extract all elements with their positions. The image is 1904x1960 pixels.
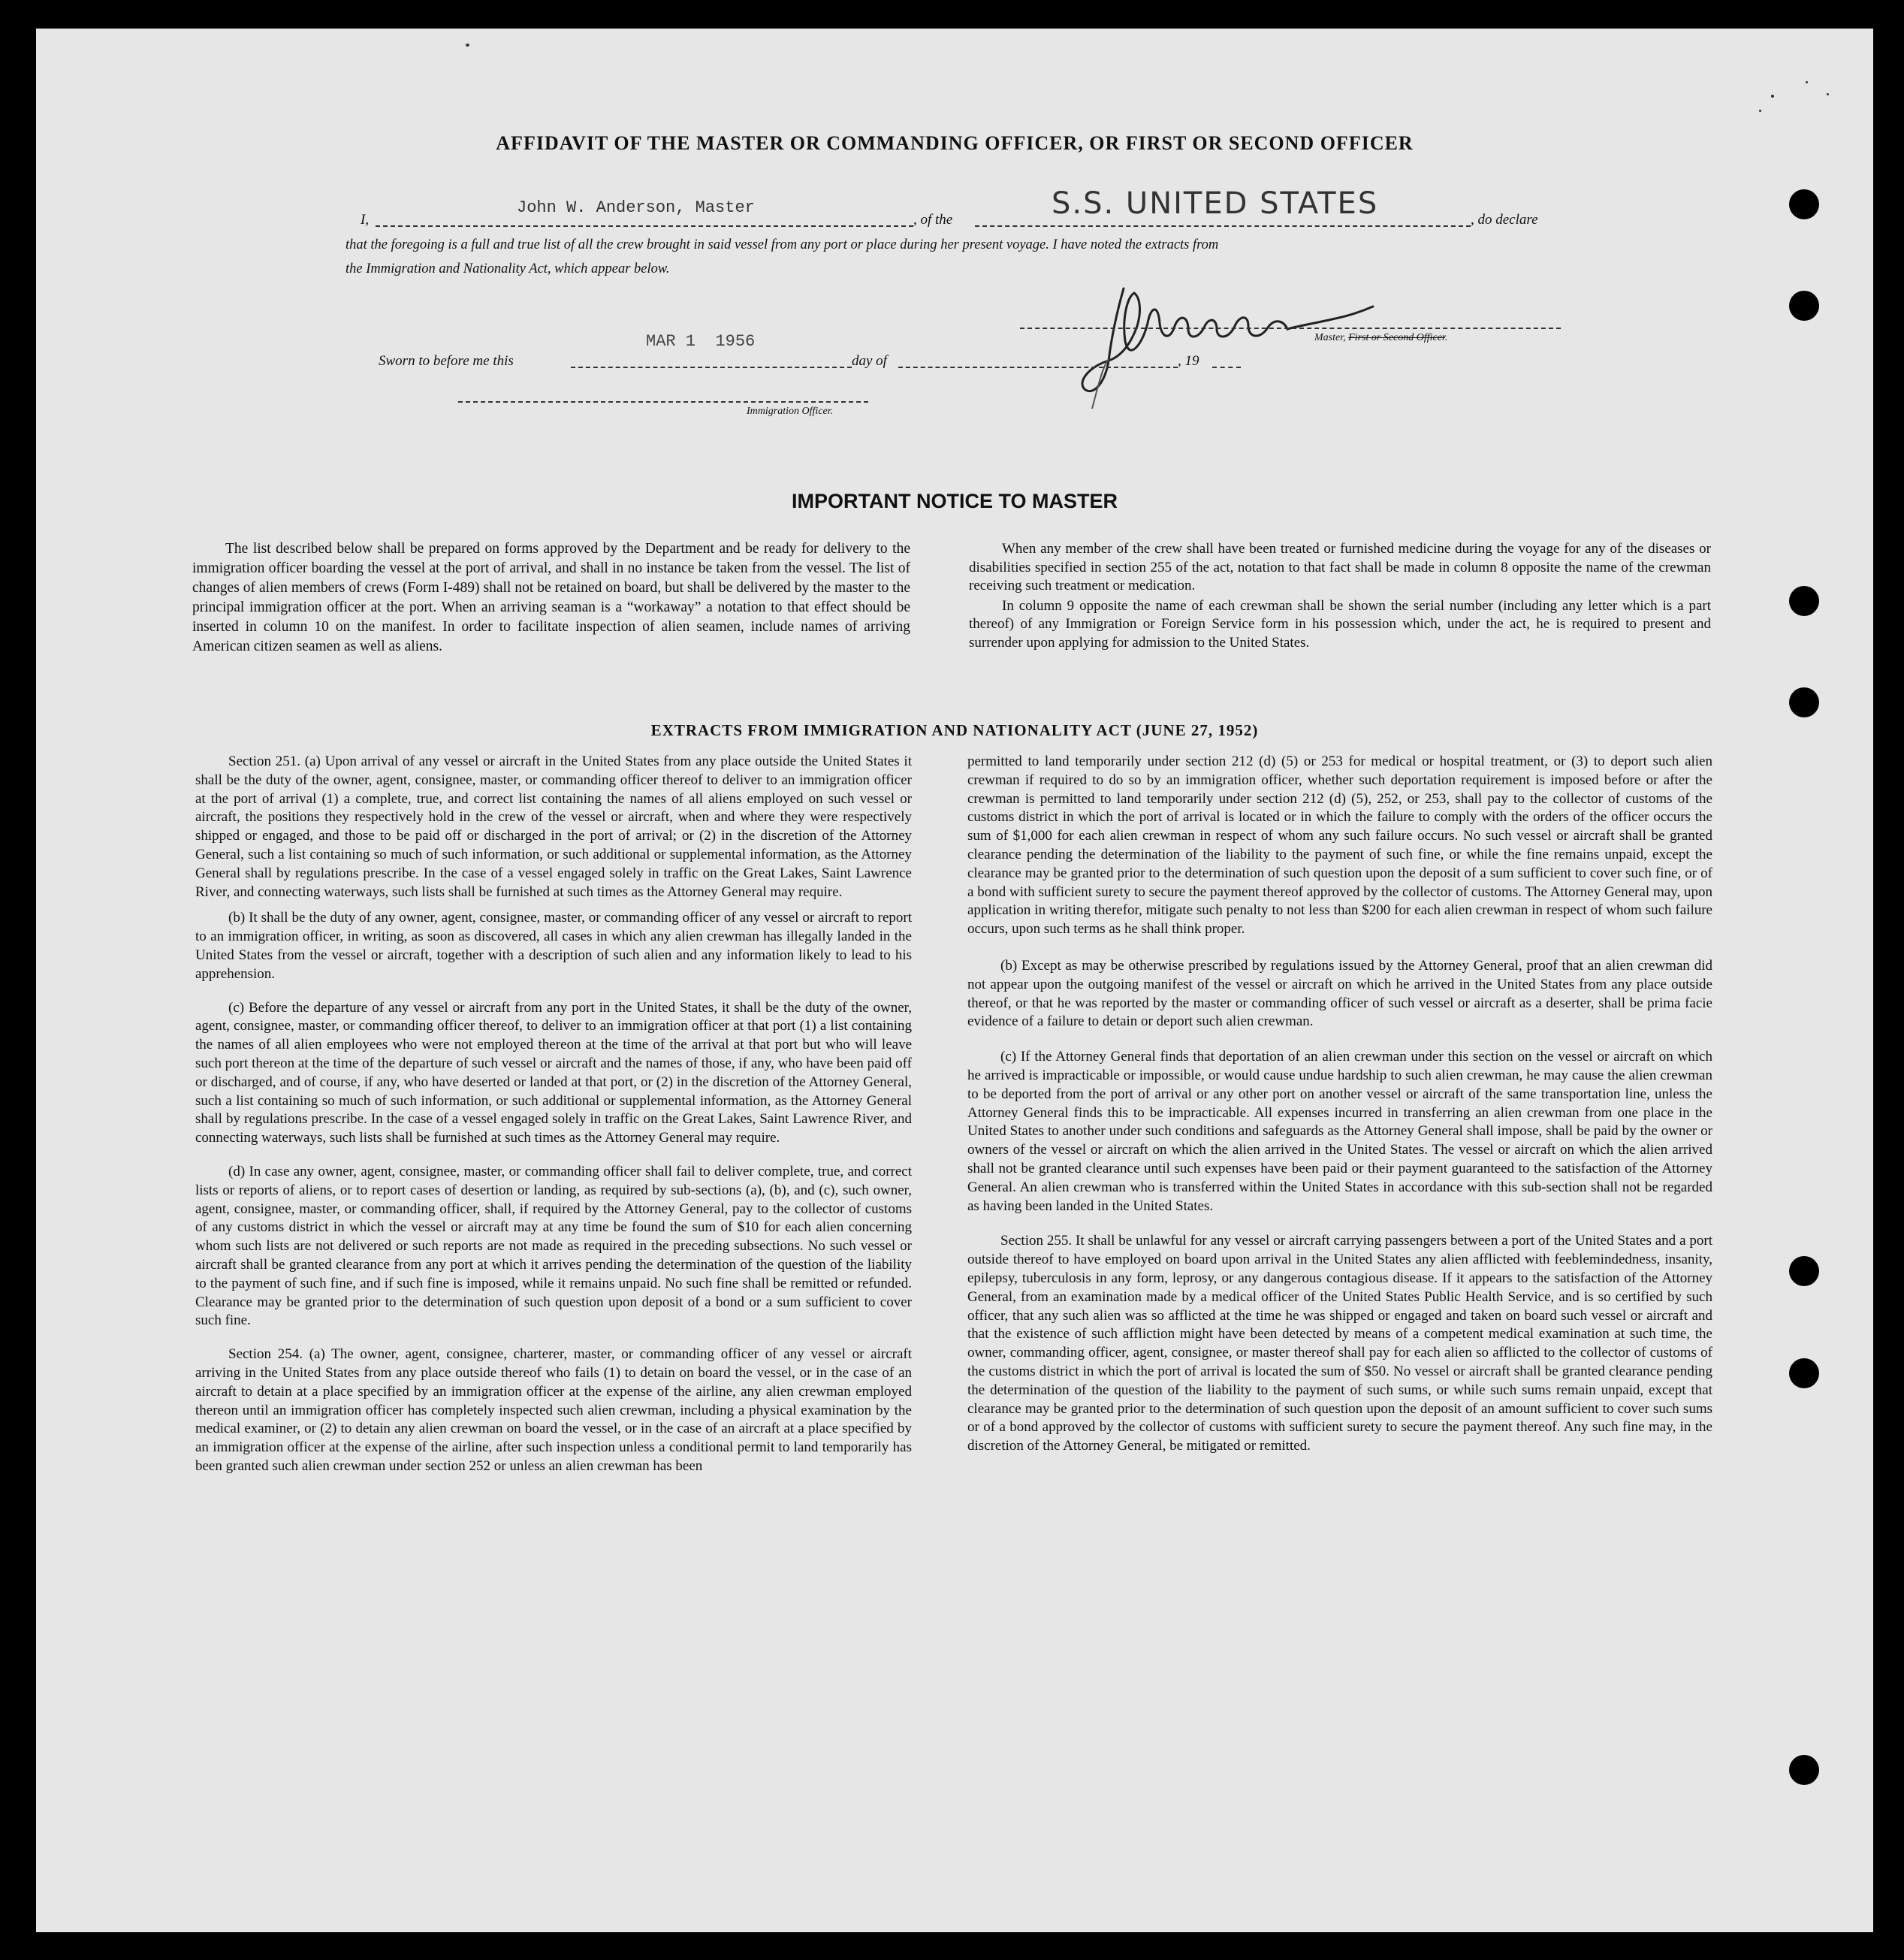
vessel-blank <box>975 225 1471 227</box>
notice-left-column <box>192 539 910 657</box>
speck <box>1806 81 1808 83</box>
section-254-a-continued: permitted to land temporarily under section 212 (d) (5) or 253 for medical or hospital treatment, or (3) to deport such alien crewman if required to do so by an immigration officer, whether such deportation requirement is imposed before or after the crewman is permitted to land temporarily under section 212 (d) (5), 252, or 253, shall pay to the collector of customs of the customs district in which the port of arrival is located or in which the failure to comply with the orders of the officer occurs the sum of $1,000 for each alien crewman in respect of whom any such failure occurs. No such vessel or aircraft shall be granted clearance pending the determination of the liability to the payment of such fine, or while the fine remains unpaid, except the clearance may be granted prior to the determination of such question upon the deposit of a sum sufficient to cover such fine, or of a bond with sufficient surety to secure the payment thereof approved by the collector of customs. The Attorney General may, upon application in writing therefor, mitigate such penalty to not less than $200 for each alien crewman in respect of whom such failure occurs, upon such terms as he shall think proper. <box>967 753 1712 938</box>
sworn-year-blank <box>1212 367 1241 368</box>
document-page <box>36 29 1873 1932</box>
punch-hole-5 <box>1789 1256 1819 1286</box>
section-251-d: (d) In case any owner, agent, consignee, master, or commanding officer shall fail to deliver complete, true, and correct lists or reports of aliens, or to report cases of desertion or landing, as required by sub-sections (a), (b), and (c), such owner, agent, consignee, master, or commanding officer, shall, if required by the Attorney General, pay to the collector of customs of any customs district in which the vessel or aircraft may at any time be found the sum of $10 for each alien concerning whom such lists are not delivered or such reports are not made as required in the preceding subsections. No such vessel or aircraft shall be granted clearance from any port at which it arrives pending the determination of the question of the liability to the payment of such fine, and if such fine is imposed, while it remains unpaid. No such fine shall be remitted or refunded. Clearance may be granted prior to the determination of such question upon deposit of a bond or a sum sufficient to cover such fine. <box>195 1163 912 1329</box>
declaration-line-1: that the foregoing is a full and true list of all the crew brought in said vessel from any port or place during her present voyage. I have noted the extracts from <box>345 237 1219 252</box>
extracts-left-column <box>195 753 912 1476</box>
speck <box>1759 110 1761 112</box>
punch-hole-2 <box>1789 291 1819 321</box>
date-stamp: MAR 1 1956 <box>646 332 756 351</box>
master-caption-end: . <box>1444 332 1448 343</box>
punch-hole-3 <box>1789 586 1819 616</box>
do-declare-label: , do declare <box>1471 212 1538 228</box>
name-blank <box>376 225 913 227</box>
section-251-b: (b) It shall be the duty of any owner, agent, consignee, master, or commanding officer of any vessel or aircraft to report to an immigration officer, in writing, as soon as discovered, all cases in which any alien crewman has illegally landed in the United States from the vessel or aircraft, together with a description of such alien and any information likely to lead to his apprehension. <box>195 910 912 982</box>
punch-hole-6 <box>1789 1358 1819 1388</box>
declaration-line-2: the Immigration and Nationality Act, which appear below. <box>345 261 670 276</box>
section-254-c: (c) If the Attorney General finds that deportation of an alien crewman under this section on the vessel or aircraft on which he arrived is impracticable or impossible, or would cause undue hardship to such alien crewman, he may cause the alien crewman to be deported from the port of arrival or any other port on another vessel or aircraft of the same transportation line, unless the Attorney General finds this to be impracticable. All expenses incurred in transferring an alien crewman from one place in the United States to another under such conditions and safeguards as the Attorney General shall impose, shall be paid by the owner or owners of the vessel or aircraft on which the alien arrived in the United States. The vessel or aircraft on which the alien arrived shall not be granted clearance until such expenses have been paid or their payment guaranteed to the satisfaction of the Attorney General. An alien crewman who is transferred within the United States in accordance with this sub-section shall not be regarded as having been landed in the United States. <box>967 1049 1712 1214</box>
officer-caption: Immigration Officer. <box>747 406 834 417</box>
master-name: John W. Anderson, Master <box>517 198 755 217</box>
speck <box>1771 95 1774 98</box>
master-caption <box>1314 332 1447 344</box>
section-254-a: Section 254. (a) The owner, agent, consignee, charterer, master, or commanding officer of any vessel or aircraft arriving in the United States from any place outside thereof who fails (1) to detain on board the vessel, or in the case of an aircraft to detain at a place specified by an immigration officer at the expense of the airline, any alien crewman employed thereon until an immigration officer has completely inspected such alien crewman, including a physical examination by the medical examiner, or (2) to detain any alien crewman on board the vessel, or in the case of an aircraft at a place specified by an immigration officer at the expense of the airline, after such inspection unless a conditional permit to land temporarily has been granted such alien crewman under section 252 or unless an alien crewman has been <box>195 1346 912 1474</box>
officer-signature-line <box>458 401 868 403</box>
sworn-month-blank <box>898 367 1178 368</box>
section-251-c: (c) Before the departure of any vessel or aircraft from any port in the United States, it shall be the duty of the owner, agent, consignee, master, or commanding officer thereof, to deliver to an immigration officer at that port (1) a list containing the names of all alien employees who were not employed thereon at the time of the arrival at that port but who will leave such port thereon at the time of the departure of such vessel or aircraft and the names of those, if any, who have been paid off or discharged, and of course, if any, who have deserted or landed at that port, or (2) in the discretion of the Attorney General, such a list containing so much of such information, or such additional or supplemental information, as the Attorney General shall by regulations prescribe. In the case of a vessel engaged solely in traffic on the Great Lakes, Saint Lawrence River, and connecting waterways, such lists shall be furnished at such times as the Attorney General may require. <box>195 999 912 1146</box>
i-label: I, <box>361 212 370 228</box>
notice-right-column <box>969 540 1711 653</box>
section-254-b: (b) Except as may be otherwise prescribed by regulations issued by the Attorney General, proof that an alien crewman did not appear upon the outgoing manifest of the vessel or aircraft on which he arrived in the United States from any place outside thereof, or that he was reported by the master or commanding officer of such vessel or aircraft as a deserter, shall be prima facie evidence of a failure to detain or deport such alien crewman. <box>967 957 1712 1030</box>
vessel-name-stamp: S.S. UNITED STATES <box>1052 186 1379 221</box>
of-the-label: , of the <box>913 212 953 228</box>
punch-hole-4 <box>1789 687 1819 717</box>
struck-officer-title: First or Second Officer <box>1348 332 1445 343</box>
notice-right-paragraph-2: In column 9 opposite the name of each crewman shall be shown the serial number (including any letter which is a part thereof) of any Immigration or Foreign Service form in his possession which, under the act, he is required to present and surrender upon applying for admission to the United States. <box>969 597 1711 651</box>
section-255: Section 255. It shall be unlawful for any vessel or aircraft carrying passengers between a port of the United States and a port outside thereof to have employed on board upon arrival in the United States any alien afflicted with feeblemindedness, insanity, epilepsy, tuberculosis in any form, leprosy, or any dangerous contagious disease. If it appears to the satisfaction of the Attorney General, from an examination made by a medical officer of the United States Public Health Service, and is so certified by such officer, that any such alien was so afflicted at the time he was shipped or engaged and taken on board such vessel or aircraft and that the existence of such affliction might have been detected by means of a competent medical examination at such time, the owner, commanding officer, agent, consignee, or master thereof shall pay for each alien so afflicted to the collector of customs of the customs district in which the port of arrival is located the sum of $50. No vessel or aircraft shall be granted clearance pending the determination of the question of the liability to the payment of such sums, or while such sums remain unpaid, except that clearance may be granted prior to the determination of such question upon the deposit of an amount sufficient to cover such sums or of a bond approved by the collector of customs with sufficient surety to secure the payment thereof. Any such fine may, in the discretion of the Attorney General, be mitigated or remitted. <box>967 1233 1712 1454</box>
notice-right-paragraph-1: When any member of the crew shall have been treated or furnished medicine during the voyage for any of the diseases or disabilities specified in section 255 of the act, notation to that fact shall be made in column 8 opposite the name of the crewman receiving such treatment or medication. <box>969 541 1711 594</box>
master-caption-prefix: Master, <box>1314 332 1349 343</box>
extracts-title: EXTRACTS FROM IMMIGRATION AND NATIONALITY ACT (JUNE 27, 1952) <box>650 721 1259 739</box>
master-signature <box>1020 254 1411 397</box>
section-251-a: Section 251. (a) Upon arrival of any vessel or aircraft in the United States from any place outside the United States it shall be the duty of the owner, agent, consignee, master, or commanding officer thereof to deliver to an immigration officer at the port of arrival (1) a complete, true, and correct list containing the names of all aliens employed on such vessel or aircraft, the positions they respectively hold in the crew of the vessel or aircraft, when and where they were respectively shipped or engaged, and those to be paid off or discharged in the port of arrival; or (2) in the discretion of the Attorney General, such a list containing so much of such information, or such additional or supplemental information, as the Attorney General shall by regulations prescribe. In the case of a vessel engaged solely in traffic on the Great Lakes, Saint Lawrence River, and connecting waterways, such lists shall be furnished at such times as the Attorney General may require. <box>195 753 912 900</box>
sworn-label: Sworn to before me this <box>379 353 514 369</box>
notice-left-paragraph: The list described below shall be prepared on forms approved by the Department and be ready for delivery to the immigration officer boarding the vessel at the port of arrival, and shall in no instance be taken from the vessel. The list of changes of alien members of crews (Form I-489) shall not be retained on board, but shall be delivered by the master to the principal immigration officer at the port. When an arriving seaman is a “workaway” a notation to that effect should be inserted in column 10 on the manifest. In order to facilitate inspection of alien seamen, include names of arriving American citizen seamen as well as aliens. <box>192 541 910 654</box>
sworn-day-blank <box>571 367 852 368</box>
extracts-right-column <box>967 753 1712 1456</box>
speck <box>1827 93 1829 95</box>
master-signature-line <box>1020 328 1561 329</box>
punch-hole-1 <box>1789 189 1819 219</box>
affidavit-title: AFFIDAVIT OF THE MASTER OR COMMANDING OFFICER, OR FIRST OR SECOND OFFICER <box>496 132 1414 154</box>
year-label: , 19 <box>1178 353 1199 369</box>
notice-title: IMPORTANT NOTICE TO MASTER <box>792 490 1118 512</box>
punch-hole-7 <box>1789 1755 1819 1785</box>
speck <box>466 44 469 47</box>
day-of-label: day of <box>852 353 887 369</box>
